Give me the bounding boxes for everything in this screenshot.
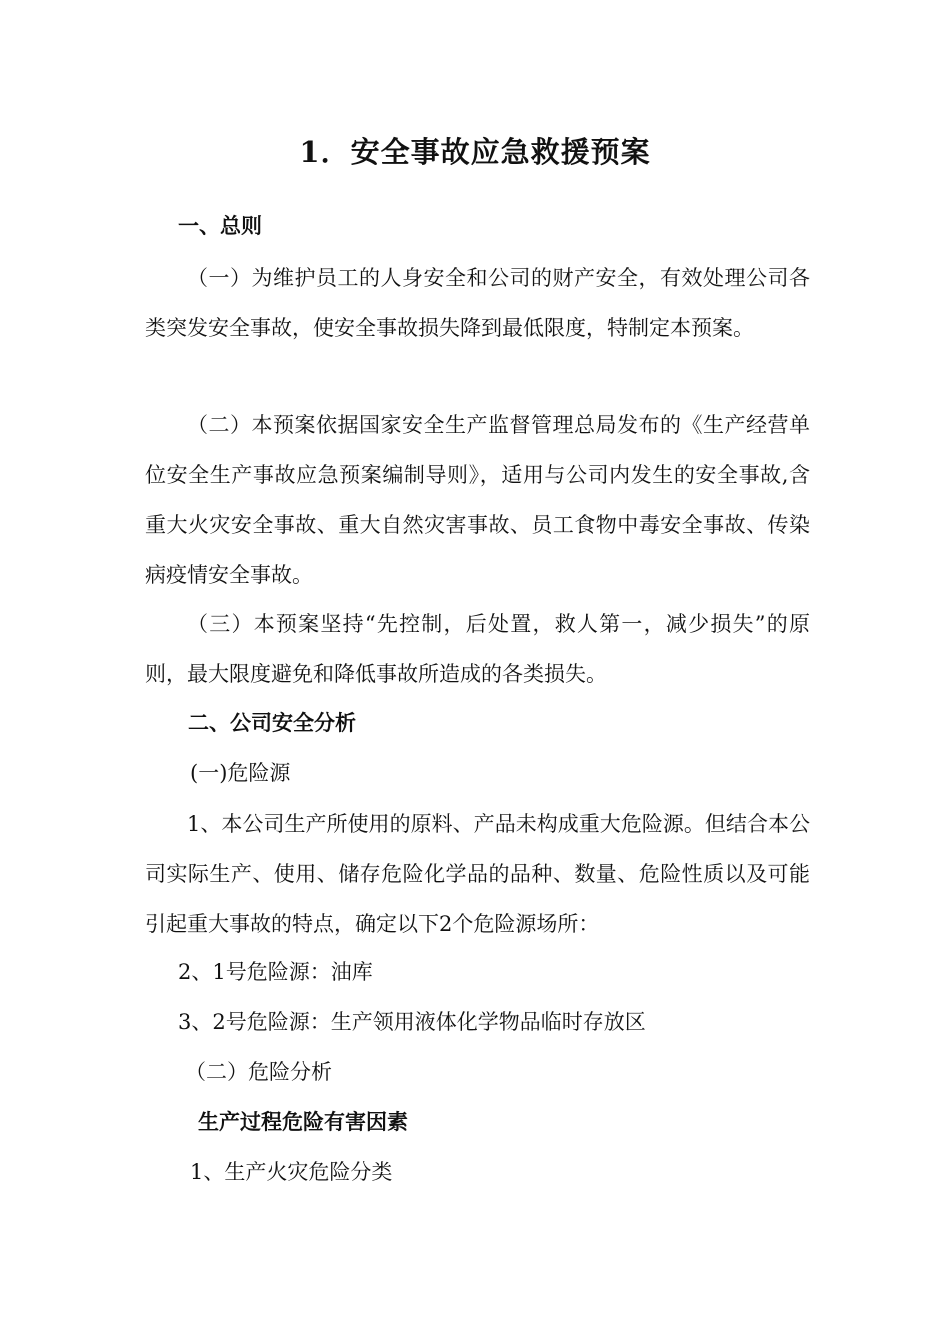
subsection-hazard-source: (一)危险源 [190, 761, 291, 785]
fire-hazard-classification: 1、生产火灾危险分类 [190, 1160, 393, 1184]
section-heading-general: 一、总则 [178, 213, 262, 238]
subsection-hazard-analysis: （二）危险分析 [185, 1060, 332, 1084]
hazard-source-paragraph: 1、本公司生产所使用的原料、产品未构成重大危险源。但结合本公司实际生产、使用、储存危险化学品的品种、数量、危险性质以及可能引起重大事故的特点，确定以下2个危险源场所： [145, 812, 810, 936]
general-paragraph-2: （二）本预案依据国家安全生产监督管理总局发布的《生产经营单位安全生产事故应急预案编制导则》，适用与公司内发生的安全事故,含重大火灾安全事故、重大自然灾害事故、员工食物中毒安全事故、传染病疫情安全事故。 [145, 413, 810, 587]
hazard-item-2: 2、1号危险源：油库 [178, 960, 373, 984]
subheading-production-hazards: 生产过程危险有害因素 [198, 1109, 408, 1134]
document-title: 1．安全事故应急救援预案 [299, 135, 651, 169]
section-heading-analysis: 二、公司安全分析 [188, 710, 356, 735]
general-paragraph-1: （一）为维护员工的人身安全和公司的财产安全，有效处理公司各类突发安全事故，使安全事故损失降到最低限度，特制定本预案。 [145, 266, 810, 340]
hazard-item-3: 3、2号危险源：生产领用液体化学物品临时存放区 [178, 1010, 646, 1034]
general-paragraph-3: （三）本预案坚持“先控制，后处置，救人第一，减少损失”的原则，最大限度避免和降低事故所造成的各类损失。 [145, 612, 810, 686]
